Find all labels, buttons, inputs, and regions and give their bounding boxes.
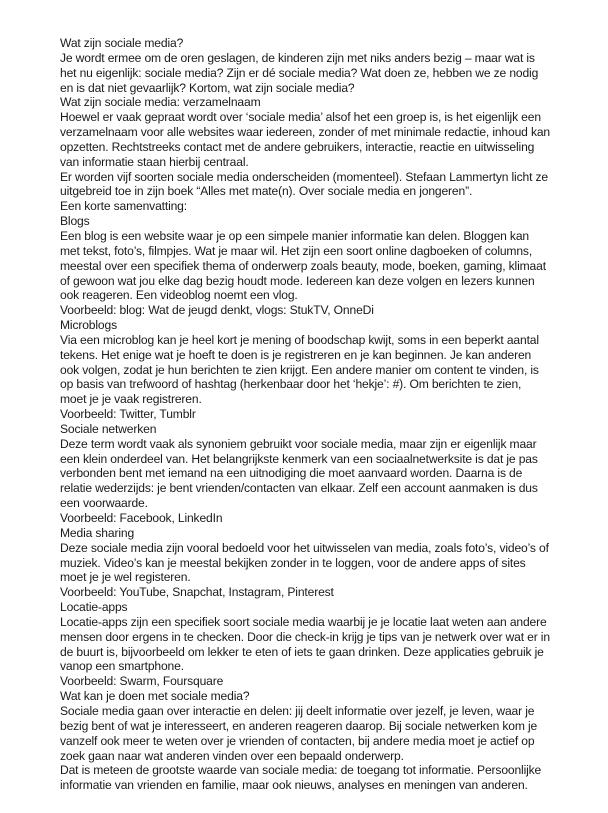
intro-paragraph: Je wordt ermee om de oren geslagen, de kinderen zijn met niks anders bezig – maar wat is het nu eigenlijk: sociale media? Zijn er dé sociale media? Wat doen ze, hebben we ze nodig en is dat niet gevaarlijk? Kortom, wat zijn sociale media? [60, 50, 539, 95]
paragraph-verzamelnaam: Hoewel er vaak gepraat wordt over ‘sociale media’ alsof het een groep is, is het eigenlijk een verzamelnaam voor alle websites waar iedereen, zonder of met minimale redactie, inhoud kan opzetten. Rechtstreeks contact met de andere gebruikers, interactie, reactie en uitwisseling van informatie staan hierbij centraal. [60, 110, 550, 169]
example-microblogs: Voorbeeld: Twitter, Tumblr [60, 407, 196, 422]
paragraph-media-sharing: Deze sociale media zijn vooral bedoeld voor het uitwisselen van media, zoals foto’s, video’s of muziek. Video’s kan je meestal bekijken zonder in te loggen, voor de andere apps of sites moet je je wel registeren. [60, 540, 549, 585]
paragraph-wat-kan-je-doen: Sociale media gaan over interactie en delen: jij deelt informatie over jezelf, je leven, waar je bezig bent of wat je interesseert, en anderen reageren daarop. Bij sociale netwerken kom je vanzelf ook meer te weten over je vrienden of contacten, bij andere media moet je actief op zoek gaan naar wat anderen vinden over een bepaald onderwerp. [60, 703, 538, 763]
heading-media-sharing: Media sharing [60, 525, 135, 540]
heading-microblogs: Microblogs [60, 318, 117, 333]
example-locatie-apps: Voorbeeld: Swarm, Foursquare [60, 674, 224, 689]
doc-title: Wat zijn sociale media? [60, 36, 184, 50]
heading-blogs: Blogs [60, 214, 90, 229]
paragraph-sociale-netwerken: Deze term wordt vaak als synoniem gebruikt voor sociale media, maar zijn er eigenlijk maar een klein onderdeel van. Het belangrijkste kenmerk van een sociaalnetwerksite is dat je pas verbonden bent met iemand na een uitnodiging die moet aanvaard worden. Daarna is de relatie wederzijds: je bent vrienden/contacten van elkaar. Zelf een account aanmaken is dus een voorwaarde. [60, 436, 538, 511]
document-page [60, 36, 550, 793]
example-media-sharing: Voorbeeld: YouTube, Snapchat, Instagram, Pinterest [60, 585, 334, 600]
heading-samenvatting: Een korte samenvatting: [60, 199, 187, 214]
heading-verzamelnaam: Wat zijn sociale media: verzamelnaam [60, 95, 261, 110]
heading-wat-kan-je-doen: Wat kan je doen met sociale media? [60, 689, 250, 704]
paragraph-locatie-apps: Locatie-apps zijn een specifiek soort sociale media waarbij je je locatie laat weten aan andere mensen door ergens in te checken. Door die check-in krijg je tips van je netwerk over wat er in de buurt is, bijvoorbeeld om lekker te eten of iets te gaan drinken. Deze applicaties gebruik je vanop een smartphone. [60, 614, 550, 674]
example-blogs: Voorbeeld: blog: Wat de jeugd denkt, vlogs: StukTV, OnneDi [60, 303, 374, 318]
example-sociale-netwerken: Voorbeeld: Facebook, LinkedIn [60, 511, 223, 525]
paragraph-vijf-soorten: Er worden vijf soorten sociale media onderscheiden (momenteel). Stefaan Lammertyn licht ze uitgebreid toe in zijn boek “Alles met mate(n). Over sociale media en jongeren”. [60, 169, 548, 199]
paragraph-blogs: Een blog is een website waar je op een simpele manier informatie kan delen. Bloggen kan met tekst, foto’s, filmpjes. Wat je maar wil. Het zijn een soort online dagboeken of columns, meestal over een specifiek thema of onderwerp zoals beauty, mode, boeken, gaming, klimaat of gewoon wat jou elke dag bezig houdt mode. Iedereen kan deze volgen en lezers kunnen ook reageren. Een videoblog noemt een vlog. [60, 228, 546, 303]
paragraph-microblogs: Via een microblog kan je heel kort je mening of boodschap kwijt, soms in een beperkt aantal tekens. Het enige wat je hoeft te doen is je registreren en je kan beginnen. Je kan anderen ook volgen, zodat je hun berichten te zien krijgt. Een andere manier om content te vinden, is op basis van trefwoord of hashtag (herkenbaar door het ‘hekje’: #). Om berichten te zien, moet je je vaak registreren. [60, 332, 539, 407]
heading-locatie-apps: Locatie-apps [60, 600, 128, 615]
paragraph-grootste-waarde: Dat is meteen de grootste waarde van sociale media: de toegang tot informatie. Persoonlijke informatie van vrienden en familie, maar ook nieuws, analyses en meningen van anderen. [60, 763, 542, 793]
heading-sociale-netwerken: Sociale netwerken [60, 421, 157, 436]
